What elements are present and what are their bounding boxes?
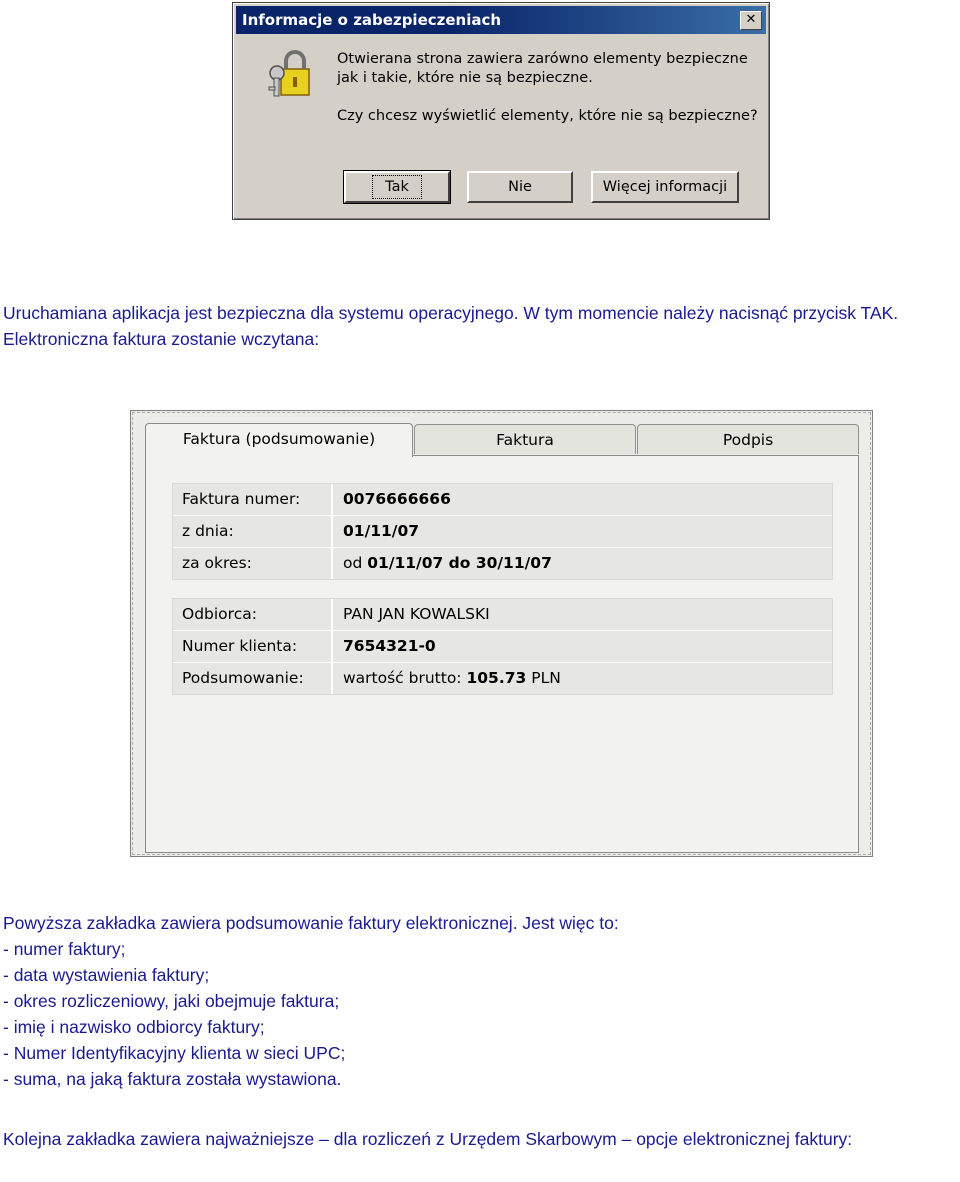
dialog-message: Otwierana strona zawiera zarówno elementy bezpieczne jak i takie, które nie są bezpieczne. <box>337 51 748 86</box>
dialog-question: Czy chcesz wyświetlić elementy, które nie są bezpieczne? <box>337 108 758 124</box>
tab-summary[interactable]: Faktura (podsumowanie) <box>145 423 413 457</box>
field-label: Odbiorca: <box>173 599 333 630</box>
summary-intro: Powyższa zakładka zawiera podsumowanie faktury elektronicznej. Jest więc to: <box>3 913 619 933</box>
intro-paragraph: Uruchamiana aplikacja jest bezpieczna dla systemu operacyjnego. W tym momencie należy nacisnąć przycisk TAK. Elektroniczna faktura zostanie wczytana: <box>3 303 899 349</box>
field-label: Podsumowanie: <box>173 663 333 694</box>
summary-panel <box>145 455 859 853</box>
table-row <box>173 484 832 516</box>
list-item: - okres rozliczeniowy, jaki obejmuje faktura; <box>3 991 340 1011</box>
client-number-value: 7654321-0 <box>333 631 832 662</box>
invoice-number-value: 0076666666 <box>333 484 832 515</box>
list-item: - imię i nazwisko odbiorcy faktury; <box>3 1017 265 1037</box>
security-dialog <box>232 2 770 220</box>
yes-button[interactable]: Tak <box>344 171 450 203</box>
field-label: za okres: <box>173 548 333 579</box>
field-label: Numer klienta: <box>173 631 333 662</box>
summary-description <box>3 910 958 1092</box>
close-button[interactable]: ✕ <box>740 11 762 30</box>
lock-icon <box>267 47 313 99</box>
list-item: - Numer Identyfikacyjny klienta w sieci UPC; <box>3 1043 346 1063</box>
next-tab-paragraph: Kolejna zakładka zawiera najważniejsze – dla rozliczeń z Urzędem Skarbowym – opcje elektronicznej faktury: <box>3 1129 853 1149</box>
invoice-date-value: 01/11/07 <box>333 516 832 547</box>
tab-signature[interactable]: Podpis <box>637 424 859 454</box>
recipient-value: PAN JAN KOWALSKI <box>333 599 832 630</box>
list-item: - suma, na jaką faktura została wystawiona. <box>3 1069 342 1089</box>
summary-value: wartość brutto: 105.73 PLN <box>333 663 832 694</box>
table-row <box>173 548 832 579</box>
invoice-period-value: od 01/11/07 do 30/11/07 <box>333 548 832 579</box>
invoice-info-table <box>172 483 833 580</box>
summary-list <box>3 936 958 1092</box>
list-item: - data wystawienia faktury; <box>3 965 210 985</box>
dialog-title: Informacje o zabezpieczeniach <box>242 11 502 29</box>
tab-invoice[interactable]: Faktura <box>414 424 636 454</box>
more-info-button[interactable]: Więcej informacji <box>591 171 739 203</box>
table-row <box>173 516 832 548</box>
list-item: - numer faktury; <box>3 939 126 959</box>
invoice-window <box>130 410 873 857</box>
table-row <box>173 631 832 663</box>
field-label: z dnia: <box>173 516 333 547</box>
recipient-info-table <box>172 598 833 695</box>
table-row <box>173 599 832 631</box>
table-row <box>173 663 832 694</box>
field-label: Faktura numer: <box>173 484 333 515</box>
no-button[interactable]: Nie <box>467 171 573 203</box>
dialog-titlebar[interactable] <box>236 6 766 34</box>
